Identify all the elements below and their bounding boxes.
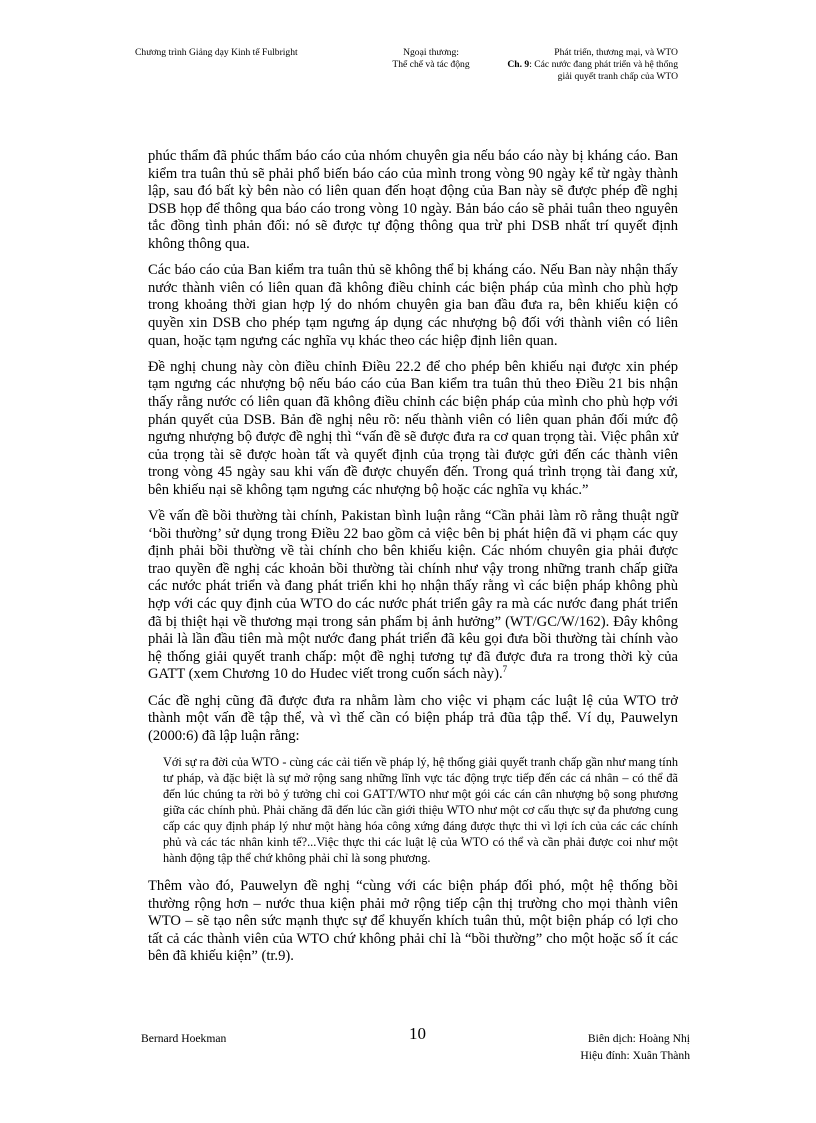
footnote-marker: 7	[502, 664, 508, 675]
paragraph-5: Các đề nghị cũng đã được đưa ra nhằm làm cho việc vi phạm các luật lệ của WTO trở thành một vấn đề tập thể, và vì thế cần có biện pháp trả đũa tập thể. Ví dụ, Pauwelyn (2000:6) đã lập luận rằng:	[148, 692, 678, 744]
chapter-title: : Các nước đang phát triển và hệ thống	[529, 59, 678, 70]
header-right-line3: giải quyết tranh chấp của WTO	[557, 71, 678, 82]
paragraph-1: phúc thẩm đã phúc thẩm báo cáo của nhóm chuyên gia nếu báo cáo này bị kháng cáo. Ban kiểm tra tuân thủ sẽ phải phổ biến báo cáo của mình trong vòng 90 ngày kể từ ngày thành lập, sau đó bất kỳ bên nào có liên quan đến hoạt động của Ban này sẽ được phép đề nghị DSB họp để thông qua báo cáo trong vòng 10 ngày. Bản báo cáo sẽ phải tuân theo nguyên tắc đồng tình phản đối: nó sẽ được tự động thông qua trừ phi DSB nhất trí quyết định không thông qua.	[148, 148, 678, 252]
paragraph-2: Các báo cáo của Ban kiểm tra tuân thủ sẽ không thể bị kháng cáo. Nếu Ban này nhận thấy nước thành viên có liên quan đã không điều chỉnh các biện pháp của mình cho phù hợp trong khoảng thời gian hợp lý do nhóm chuyên gia ban đầu đưa ra, bên khiếu kiện có quyền xin DSB cho phép tạm ngưng áp dụng các nhượng bộ đối với thành viên có liên quan, hoặc tạm ngưng các nghĩa vụ khác theo các hiệp định liên quan.	[148, 262, 678, 349]
header-middle-line1: Ngoại thương:	[403, 47, 459, 58]
paragraph-4-text: Về vấn đề bồi thường tài chính, Pakistan bình luận rằng “Cần phải làm rõ rằng thuật ngữ ‘bồi thường’ sử dụng trong Điều 22 bao gồm cả việc bên bị phát hiện đã vi phạm các quy định phải bồi thường về tài chính cho bên khiếu kiện. Các nhóm chuyên gia phải được trao quyền đề nghị các khoản bồi thường tài chính như vậy trong những tranh chấp giữa các nước phát triển và đang phát triển khi họ nhận thấy rằng vì các biện pháp không phù hợp với các quy định của WTO do các nước phát triển gây ra mà các nước đang phát triển đã bị thiệt hại về thương mại trong sản phẩm bị ảnh hưởng” (WT/GC/W/162). Đây không phải là lần đầu tiên mà một nước đang phát triển đã kêu gọi đưa bồi thường tài chính vào hệ thống giải quyết tranh chấp: một đề nghị tương tự đã được đưa ra trong thời kỳ của GATT (xem Chương 10 do Hudec viết trong cuốn sách này).	[148, 508, 678, 683]
paragraph-4	[148, 508, 678, 684]
block-quote: Với sự ra đời của WTO - cùng các cải tiến về pháp lý, hệ thống giải quyết tranh chấp gần như mang tính tư pháp, và đặc biệt là sự mở rộng sang những lĩnh vực tác động trực tiếp đến các cá nhân – có thể đã đến lúc chúng ta rời bỏ ý tưởng chỉ coi GATT/WTO như một gói các cán cân nhượng bộ song phương giữa các chính phủ. Phải chăng đã đến lúc cần giới thiệu WTO như một cơ cấu thực sự đa phương cung cấp các quy định pháp lý như một hàng hóa công xứng đáng được thực thi vì lợi ích của các các chính phủ và các tác nhân kinh tế?...Việc thực thi các luật lệ của WTO có thể và cần phải được coi như một hành động tập thể chứ không phải chỉ là song phương.	[163, 754, 678, 865]
header-left: Chương trình Giảng dạy Kinh tế Fulbright	[135, 47, 298, 58]
footer-author: Bernard Hoekman	[141, 1032, 227, 1045]
paragraph-3: Đề nghị chung này còn điều chỉnh Điều 22.2 để cho phép bên khiếu nại được xin phép tạm ngưng các nhượng bộ nếu báo cáo của Ban kiểm tra tuân thủ theo Điều 21 bis nhận thấy rằng nước có liên quan đã không điều chỉnh các biện pháp của mình cho phù hợp với phán quyết của DSB. Bản đề nghị nêu rõ: nếu thành viên có liên quan phản đối mức độ ngưng nhượng bộ được đề nghị thì “vấn đề sẽ được đưa ra cơ quan trọng tài. Việc phân xử của trọng tài sẽ được hoàn tất và quyết định của trọng tài được gửi đến các thành viên trong vòng 45 ngày sau khi vấn đề được chuyển đến. Trong quá trình trọng tài đang xử, bên khiếu nại sẽ không tạm ngưng các nhượng bộ hoặc các nghĩa vụ khác.”	[148, 358, 678, 498]
footer-credits	[540, 1030, 690, 1064]
chapter-label: Ch. 9	[507, 59, 530, 70]
paragraph-6: Thêm vào đó, Pauwelyn đề nghị “cùng với các biện pháp đối phó, một hệ thống bồi thường rộng hơn – nước thua kiện phải mở rộng tiếp cận thị trường cho mọi thành viên WTO – sẽ tạo nên sức mạnh thực sự để khuyến khích tuân thủ, một biện pháp có lợi cho tất cả các thành viên của WTO chứ không phải chỉ là “bồi thường” cho một hoặc số ít các bên đã khiếu kiện” (tr.9).	[148, 877, 678, 965]
header-right-line2	[496, 59, 678, 71]
page-number: 10	[409, 1024, 426, 1043]
footer-translator: Biên dịch: Hoàng Nhị	[587, 1032, 690, 1045]
header-middle	[386, 47, 476, 71]
body-text	[148, 148, 678, 975]
header-right-line1: Phát triển, thương mại, và WTO	[554, 47, 678, 58]
header-right	[496, 47, 678, 83]
footer-editor: Hiệu đính: Xuân Thành	[580, 1049, 690, 1062]
header-middle-line2: Thể chế và tác động	[392, 59, 470, 70]
